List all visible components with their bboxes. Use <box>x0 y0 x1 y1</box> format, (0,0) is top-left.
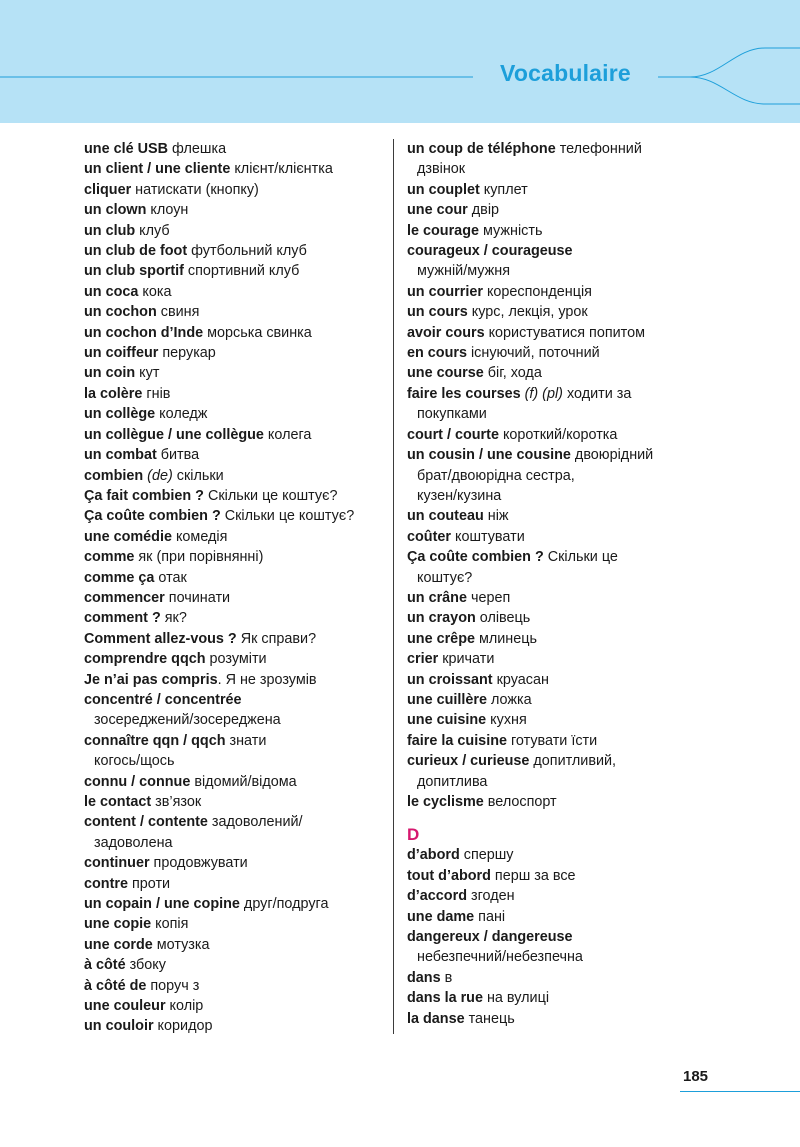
vocab-entry <box>407 527 717 547</box>
french-term: un collègue / une collègue <box>84 426 264 443</box>
vocab-entry <box>407 968 717 988</box>
translation: як (при порівнянні) <box>134 549 264 566</box>
french-term: un copain / une copine <box>84 896 240 913</box>
french-term: une cuillère <box>407 691 487 708</box>
french-term: avoir cours <box>407 324 485 341</box>
french-term: à côté de <box>84 977 147 994</box>
page-header <box>0 0 800 123</box>
vocab-entry <box>84 935 394 955</box>
french-term: le cyclisme <box>407 794 484 810</box>
translation: скільки <box>172 467 224 484</box>
translation: телефонний <box>555 141 642 157</box>
translation: перукар <box>158 345 216 362</box>
vocab-entry <box>407 506 717 526</box>
french-term: une cuisine <box>407 712 487 729</box>
french-term: la danse <box>407 1010 465 1027</box>
vocab-entry <box>407 139 717 159</box>
vocab-entry <box>84 649 394 669</box>
french-term: dans <box>407 969 441 986</box>
french-term: une comédie <box>84 528 172 545</box>
translation: біг, хода <box>483 365 542 382</box>
vocab-entry <box>407 445 717 465</box>
translation: Скільки це <box>543 549 618 566</box>
translation: брат/двоюрідна сестра, <box>417 467 575 484</box>
translation: короткий/коротка <box>498 426 618 443</box>
french-term: un combat <box>84 447 157 464</box>
vocab-entry <box>407 927 717 947</box>
french-term: une dame <box>407 908 475 925</box>
vocab-entry <box>84 404 394 424</box>
french-term: faire la cuisine <box>407 732 507 749</box>
french-term: curieux / curieuse <box>407 753 530 770</box>
vocab-entry <box>84 608 394 628</box>
french-term: un cours <box>407 304 468 321</box>
vocab-entry <box>84 914 394 934</box>
vocab-entry <box>407 608 717 628</box>
translation: гнів <box>142 385 171 402</box>
french-term: le contact <box>84 794 152 810</box>
french-term: connaître qqn / qqch <box>84 732 226 749</box>
translation: морська свинка <box>203 324 312 341</box>
translation: двір <box>467 202 500 219</box>
vocab-entry-continuation <box>84 710 394 730</box>
translation: знати <box>225 732 267 749</box>
vocab-entry <box>84 343 394 363</box>
translation: кузен/кузина <box>417 487 502 504</box>
grammar-note: (de) <box>143 467 173 484</box>
french-term: un club de foot <box>84 243 188 260</box>
translation: череп <box>466 589 511 606</box>
french-term: un cochon <box>84 304 157 321</box>
french-term: une course <box>407 365 484 382</box>
vocabulary-column-right <box>407 139 717 1029</box>
french-term: un coup de téléphone <box>407 141 556 157</box>
vocab-entry-continuation <box>407 772 717 792</box>
vocab-entry <box>84 792 394 812</box>
vocab-entry <box>84 506 394 526</box>
translation: продовжувати <box>149 855 248 872</box>
french-term: Comment allez-vous ? <box>84 630 237 647</box>
translation: отак <box>154 569 187 586</box>
french-term: cliquer <box>84 181 132 198</box>
vocab-entry <box>407 547 717 567</box>
french-term: comprendre qqch <box>84 651 206 668</box>
vocab-entry <box>407 866 717 886</box>
vocab-entry <box>407 425 717 445</box>
translation: починати <box>164 589 231 606</box>
vocab-entry <box>84 241 394 261</box>
french-term: faire les courses <box>407 385 521 402</box>
translation: допитливий, <box>529 753 617 770</box>
translation: битва <box>156 447 200 464</box>
translation: небезпечний/небезпечна <box>417 949 583 966</box>
vocab-entry <box>84 629 394 649</box>
french-term: un club sportif <box>84 263 184 280</box>
french-term: connu / connue <box>84 773 191 790</box>
vocab-entry <box>84 466 394 486</box>
translation: поруч з <box>146 977 200 994</box>
translation: . Я не зрозумів <box>217 671 317 688</box>
french-term: crier <box>407 651 439 668</box>
grammar-note: (f) (pl) <box>520 385 563 402</box>
translation: як? <box>160 610 187 627</box>
translation: спортивний клуб <box>183 263 300 280</box>
vocab-entry <box>84 976 394 996</box>
translation: колір <box>165 998 204 1015</box>
vocab-entry <box>84 568 394 588</box>
translation: готувати їсти <box>506 732 598 749</box>
vocab-entry <box>84 588 394 608</box>
vocab-entry-continuation <box>407 404 717 424</box>
translation: клієнт/клієнтка <box>230 161 333 178</box>
vocab-entry <box>407 343 717 363</box>
french-term: Je n’ai pas compris <box>84 671 218 688</box>
french-term: en cours <box>407 345 467 362</box>
french-term: dangereux / dangereuse <box>407 929 573 946</box>
vocab-entry <box>407 845 717 865</box>
translation: колега <box>263 426 312 443</box>
vocab-entry <box>84 159 394 179</box>
translation: танець <box>464 1010 515 1027</box>
translation: клуб <box>135 222 170 239</box>
french-term: court / courte <box>407 426 499 443</box>
vocab-entry-continuation <box>407 947 717 967</box>
vocab-entry <box>84 894 394 914</box>
translation: зосереджений/зосереджена <box>94 712 281 729</box>
french-term: la colère <box>84 385 143 402</box>
french-term: un coca <box>84 283 139 300</box>
french-term: tout d’abord <box>407 867 491 884</box>
french-term: un coiffeur <box>84 345 159 362</box>
french-term: un croissant <box>407 671 493 688</box>
translation: двоюрідний <box>570 447 654 464</box>
french-term: un collège <box>84 406 156 423</box>
translation: в <box>440 969 453 986</box>
french-term: un crâne <box>407 589 467 606</box>
french-term: une copie <box>84 916 152 933</box>
vocab-entry <box>407 180 717 200</box>
translation: Як справи? <box>236 630 317 647</box>
vocab-entry <box>84 812 394 832</box>
translation: кореспонденція <box>482 283 592 300</box>
french-term: Ça coûte combien ? <box>84 508 221 525</box>
french-term: un club <box>84 222 136 239</box>
translation: задоволений/ <box>207 814 303 831</box>
french-term: un couteau <box>407 508 484 525</box>
vocab-entry <box>84 139 394 159</box>
french-term: un cousin / une cousine <box>407 447 571 464</box>
translation: футбольний клуб <box>187 243 307 260</box>
vocab-entry <box>84 853 394 873</box>
page-title: Vocabulaire <box>500 60 631 86</box>
french-term: commencer <box>84 589 165 606</box>
vocab-entry <box>84 282 394 302</box>
translation: коштує? <box>417 569 473 586</box>
french-term: une crêpe <box>407 630 475 647</box>
french-term: une couleur <box>84 998 166 1015</box>
vocab-entry <box>84 772 394 792</box>
french-term: comme ça <box>84 569 155 586</box>
vocab-entry <box>84 261 394 281</box>
vocab-entry <box>407 690 717 710</box>
french-term: combien <box>84 467 144 484</box>
vocab-entry <box>84 955 394 975</box>
translation: велоспорт <box>483 794 557 810</box>
translation: ложка <box>486 691 532 708</box>
translation: ніж <box>483 508 509 525</box>
translation: ходити за <box>562 385 632 402</box>
translation: користуватися попитом <box>484 324 645 341</box>
vocab-entry <box>84 302 394 322</box>
translation: задоволена <box>94 834 173 851</box>
column-divider <box>393 139 394 1034</box>
translation: відомий/відома <box>190 773 297 790</box>
translation: зв’язок <box>151 794 202 810</box>
translation: кока <box>138 283 172 300</box>
french-term: coûter <box>407 528 451 545</box>
vocab-entry <box>84 384 394 404</box>
french-term: un client / une cliente <box>84 161 231 178</box>
translation: дзвінок <box>417 161 466 178</box>
vocab-entry <box>84 1016 394 1036</box>
vocab-entry <box>407 751 717 771</box>
vocab-entry-continuation <box>407 159 717 179</box>
vocab-entry <box>84 363 394 383</box>
translation: коштувати <box>450 528 525 545</box>
vocab-entry-continuation <box>84 833 394 853</box>
vocab-entry <box>407 1009 717 1029</box>
translation: спершу <box>459 847 514 864</box>
translation: кут <box>135 365 160 382</box>
translation: круасан <box>492 671 549 688</box>
translation: кричати <box>438 651 495 668</box>
translation: копія <box>151 916 189 933</box>
vocab-entry <box>84 425 394 445</box>
french-term: un coin <box>84 365 136 382</box>
french-term: une corde <box>84 936 153 953</box>
translation: куплет <box>479 181 528 198</box>
french-term: d’abord <box>407 847 460 864</box>
vocab-entry <box>407 282 717 302</box>
translation: натискати (кнопку) <box>131 181 259 198</box>
french-term: Ça fait combien ? <box>84 487 204 504</box>
french-term: un couloir <box>84 1018 154 1035</box>
french-term: un couplet <box>407 181 480 198</box>
translation: розуміти <box>205 651 267 668</box>
vocab-entry <box>84 445 394 465</box>
vocab-entry <box>407 731 717 751</box>
vocab-entry <box>84 874 394 894</box>
vocab-entry <box>407 221 717 241</box>
translation: кухня <box>486 712 527 729</box>
vocab-entry-continuation <box>407 486 717 506</box>
french-term: content / contente <box>84 814 208 831</box>
french-term: Ça coûte combien ? <box>407 549 544 566</box>
vocab-entry <box>407 792 717 812</box>
translation: коледж <box>155 406 208 423</box>
vocab-entry-continuation <box>407 568 717 588</box>
vocab-entry <box>407 302 717 322</box>
translation: комедія <box>171 528 228 545</box>
french-term: comment ? <box>84 610 161 627</box>
translation: на вулиці <box>482 990 550 1007</box>
french-term: courageux / courageuse <box>407 243 573 260</box>
vocab-entry <box>407 384 717 404</box>
translation: покупками <box>417 406 487 423</box>
french-term: à côté <box>84 957 126 974</box>
vocab-entry <box>407 629 717 649</box>
translation: мужність <box>478 222 543 239</box>
translation: згоден <box>466 888 515 905</box>
vocab-entry <box>84 731 394 751</box>
vocab-entry-continuation <box>84 751 394 771</box>
translation: Скільки це коштує? <box>220 508 355 525</box>
vocab-entry <box>407 588 717 608</box>
french-term: le courage <box>407 222 479 239</box>
vocab-entry <box>407 670 717 690</box>
section-letter: D <box>407 825 420 845</box>
vocab-entry <box>84 323 394 343</box>
vocab-entry <box>407 886 717 906</box>
translation: курс, лекція, урок <box>467 304 588 321</box>
vocab-entry <box>407 200 717 220</box>
vocab-entry <box>84 690 394 710</box>
translation: когось/щось <box>94 753 175 770</box>
vocab-entry <box>84 547 394 567</box>
french-term: un cochon d’Inde <box>84 324 204 341</box>
header-decoration-lines <box>0 0 800 123</box>
translation: існуючий, поточний <box>466 345 600 362</box>
french-term: dans la rue <box>407 990 483 1007</box>
translation: олівець <box>475 610 531 627</box>
vocab-entry <box>407 649 717 669</box>
french-term: d’accord <box>407 888 467 905</box>
footer-rule <box>680 1091 800 1092</box>
translation: збоку <box>125 957 166 974</box>
vocab-entry <box>84 527 394 547</box>
french-term: concentré / concentrée <box>84 691 242 708</box>
translation: Скільки це коштує? <box>203 487 338 504</box>
vocab-entry-continuation <box>407 261 717 281</box>
vocab-entry <box>407 710 717 730</box>
french-term: comme <box>84 549 135 566</box>
translation: свиня <box>156 304 200 321</box>
french-term: un crayon <box>407 610 476 627</box>
vocab-entry <box>407 241 717 261</box>
translation: клоун <box>146 202 189 219</box>
vocab-entry <box>407 907 717 927</box>
vocab-entry <box>84 996 394 1016</box>
vocab-entry <box>407 323 717 343</box>
vocab-entry-continuation <box>407 466 717 486</box>
french-term: une clé USB <box>84 141 168 157</box>
translation: мужній/мужня <box>417 263 510 280</box>
page-number: 185 <box>683 1068 709 1085</box>
translation: перш за все <box>490 867 576 884</box>
translation: флешка <box>167 141 227 157</box>
translation: коридор <box>153 1018 213 1035</box>
vocab-entry <box>84 221 394 241</box>
translation: друг/подруга <box>239 896 329 913</box>
translation: допитлива <box>417 773 488 790</box>
vocab-entry <box>407 988 717 1008</box>
french-term: un clown <box>84 202 147 219</box>
french-term: une cour <box>407 202 468 219</box>
vocab-entry <box>84 670 394 690</box>
translation: пані <box>474 908 506 925</box>
vocab-entry <box>84 200 394 220</box>
translation: мотузка <box>152 936 210 953</box>
french-term: continuer <box>84 855 150 872</box>
vocab-entry <box>407 363 717 383</box>
vocab-entry <box>84 486 394 506</box>
vocab-entry <box>84 180 394 200</box>
vocabulary-column-left <box>84 139 394 1037</box>
translation: млинець <box>474 630 538 647</box>
translation: проти <box>127 875 171 892</box>
french-term: un courrier <box>407 283 483 300</box>
french-term: contre <box>84 875 128 892</box>
